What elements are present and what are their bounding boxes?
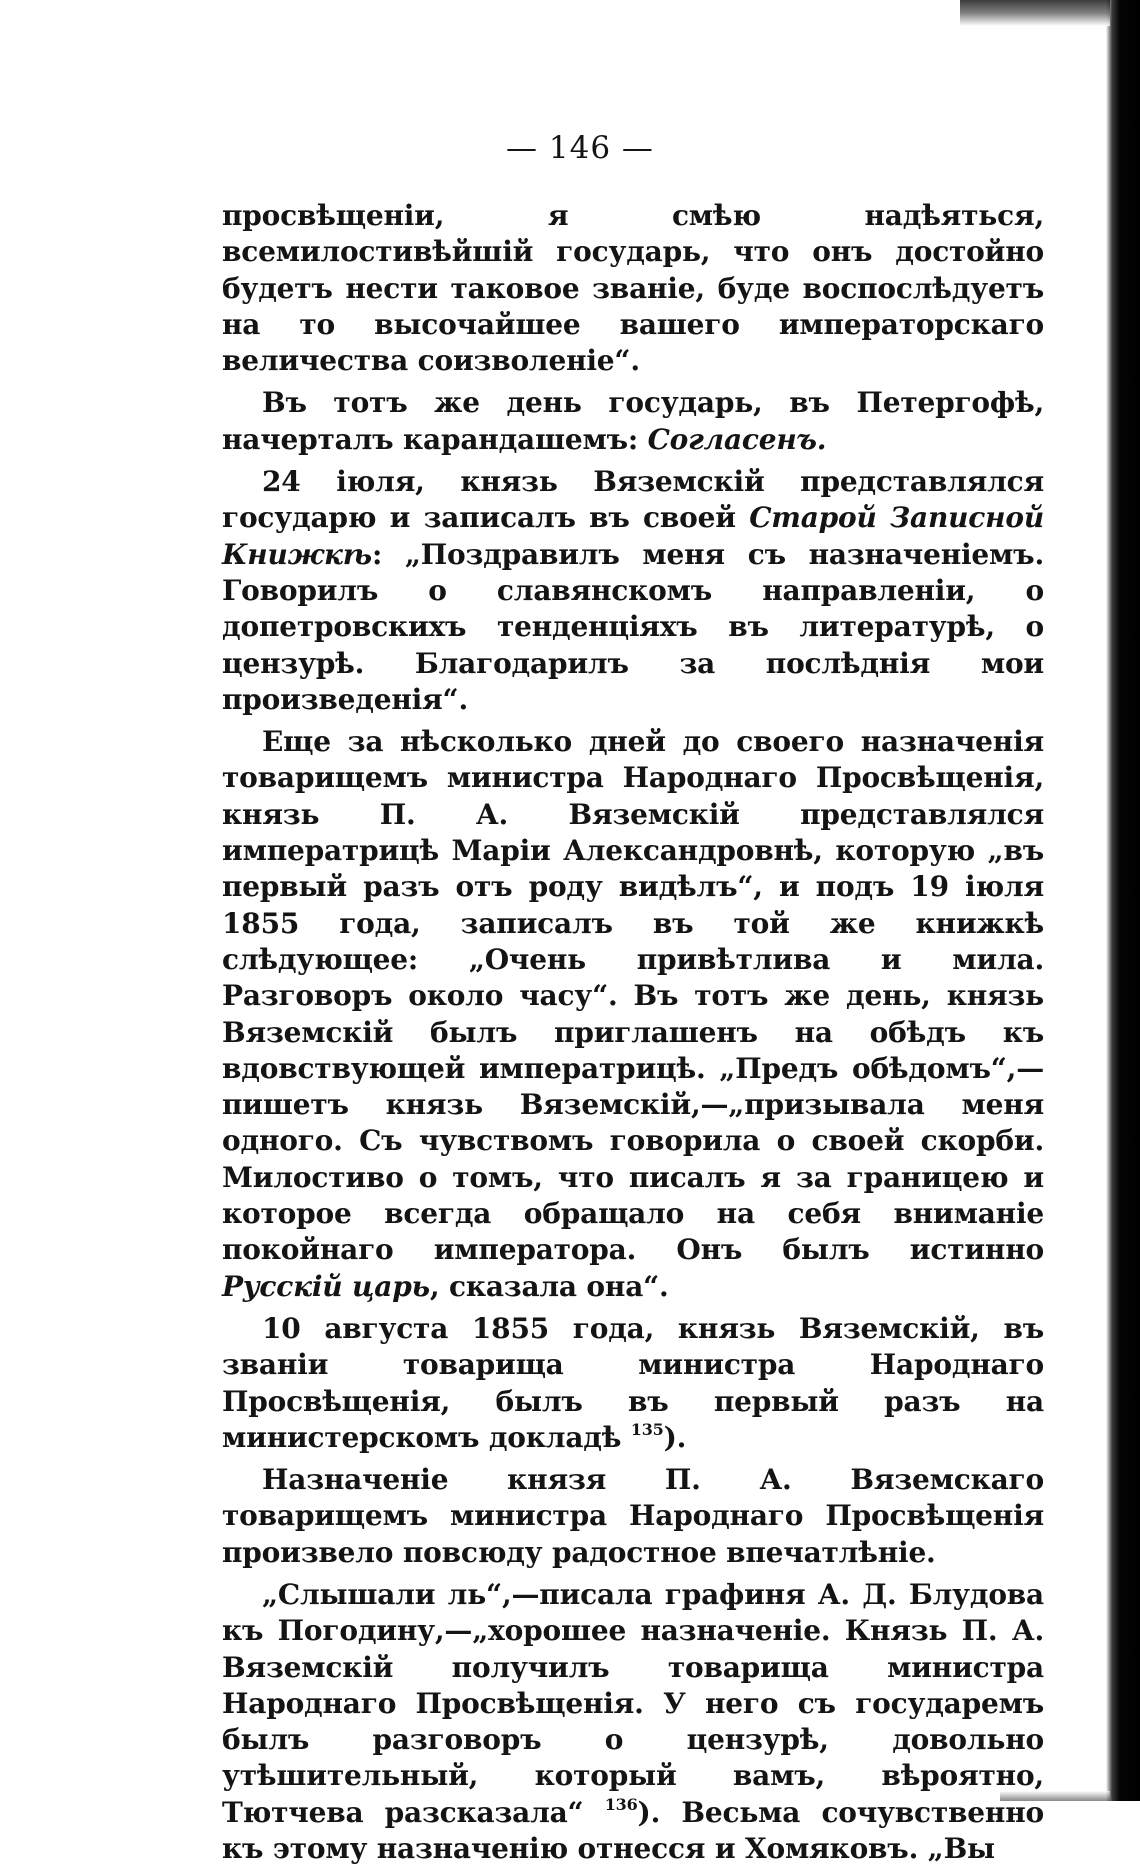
paragraph-3 <box>222 464 1044 718</box>
footnote-ref-136: 136 <box>604 1794 638 1814</box>
paragraph-1 <box>222 198 1044 379</box>
text-span: „Слышали ль“,—писала графиня А. Д. Блудова къ Погодину,—„хорошее назначеніе. Князь П. А. Вяземскій получилъ товарища министра Народнаго Просвѣщенія. У него съ государемъ былъ разговоръ о цензурѣ, довольно утѣшительный, который вамъ, вѣроятно, Тютчева разсказала“ <box>222 1577 1044 1829</box>
text-span: просвѣщеніи, я смѣю надѣяться, всемилостивѣйшій государь, что онъ достойно будетъ нести таковое званіе, буде воспослѣдуетъ на то высочайшее вашего императорскаго величества соизволеніе“. <box>222 199 1044 378</box>
paragraph-7 <box>222 1577 1044 1867</box>
paragraph-5 <box>222 1311 1044 1456</box>
paragraph-6 <box>222 1462 1044 1571</box>
paragraph-4 <box>222 724 1044 1305</box>
text-span: 10 августа 1855 года, князь Вяземскій, въ званіи товарища министра Народнаго Просвѣщенія, былъ въ первый разъ на министерскомъ докладѣ <box>222 1311 1044 1454</box>
text-span: ). Весьма сочувственно къ этому назначенію отнесся и Хомяковъ. „Вы <box>222 1795 1044 1866</box>
text-span: ). <box>663 1420 687 1454</box>
text-span: : „Поздравилъ меня съ назначеніемъ. Говорилъ о славянскомъ направленіи, о допетровскихъ тенденціяхъ въ литературѣ, о цензурѣ. Благодарилъ за послѣднія мои произведенія“. <box>222 537 1044 716</box>
italic-span: Старой Записной Книжкѣ <box>222 501 1044 571</box>
page-number: — 146 — <box>506 130 654 166</box>
italic-span: Русскій царь <box>222 1269 430 1303</box>
italic-span: Согласенъ. <box>647 422 827 456</box>
footnote-ref-135: 135 <box>630 1419 664 1439</box>
text-span: 24 іюля, князь Вяземскій представлялся государю и записалъ въ своей <box>222 465 1044 535</box>
paragraph-2 <box>222 385 1044 458</box>
text-span: , сказала она“. <box>429 1269 669 1303</box>
text-span: Еще за нѣсколько дней до своего назначенія товарищемъ министра Народнаго Просвѣщенія, князь П. А. Вяземскій представлялся императрицѣ Маріи Александровнѣ, которую „въ первый разъ отъ роду видѣлъ“, и подъ 19 іюля 1855 года, записалъ въ той же книжкѣ слѣдующее: „Очень привѣтлива и мила. Разговоръ около часу“. Въ тотъ же день, князь Вяземскій былъ приглашенъ на обѣдъ къ вдовствующей императрицѣ. „Предъ обѣдомъ“,—пишетъ князь Вяземскій,—„призывала меня одного. Съ чувствомъ говорила о своей скорби. Милостиво о томъ, что писалъ я за границею и которое всегда обращало на себя вниманіе покойнаго императора. Онъ былъ истинно <box>222 725 1044 1267</box>
scan-edge-top <box>960 0 1110 26</box>
scan-edge-right <box>1106 0 1140 1801</box>
text-span: Въ тотъ же день государь, въ Петергофѣ, начерталъ карандашемъ: <box>222 386 1044 456</box>
text-span: Назначеніе князя П. А. Вяземскаго товарищемъ министра Народнаго Просвѣщенія произвело повсюду радостное впечатлѣніе. <box>222 1463 1044 1569</box>
body-text <box>222 198 1044 1867</box>
